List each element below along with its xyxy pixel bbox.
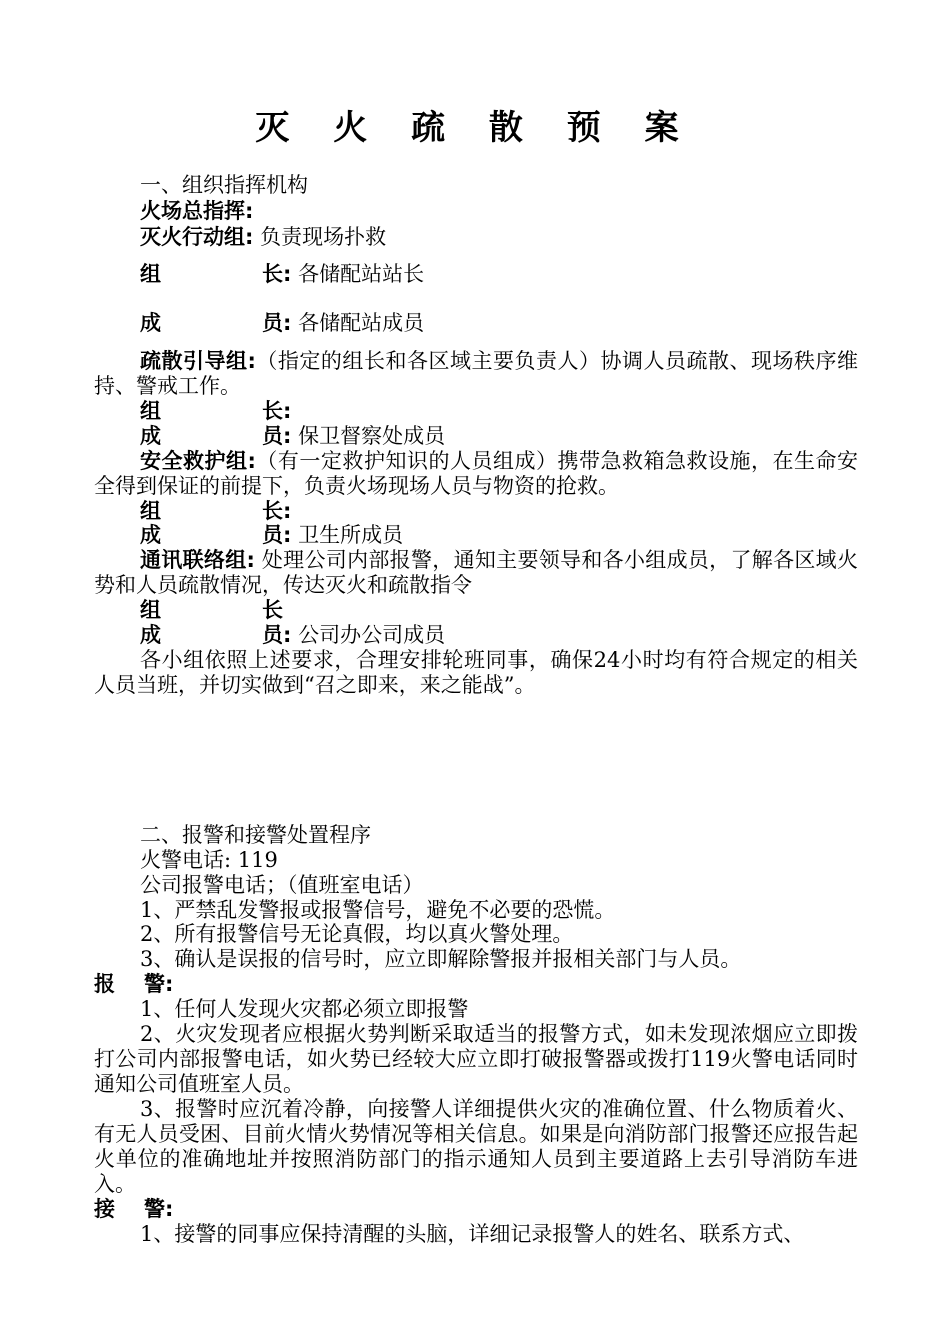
comm-member-line: 成 员: 公司办公司成员 [140, 623, 446, 647]
member-label-3: 成 [140, 523, 161, 547]
document-title: 灭 火 疏 散 预 案 [255, 108, 695, 148]
rescue-leader-line: 组 长: [140, 499, 292, 523]
evac-member-line: 成 员: 保卫督察处成员 [140, 424, 446, 448]
fire-phone: 火警电话: 119 [140, 848, 278, 872]
rescue-label: 安全救护组: [140, 449, 256, 473]
member-value-3: 卫生所成员 [291, 523, 404, 547]
rule-2: 2、所有报警信号无论真假，均以真火警处理。 [140, 922, 574, 946]
receive-heading: 接 警: [94, 1197, 174, 1221]
commander-label: 火场总指挥: [140, 199, 254, 223]
fire-team-member-line: 成 员: 各储配站成员 [140, 311, 425, 335]
rescue-desc: （有一定救护知识的人员组成）携带急救箱急救设施，在生命安全得到保证的前提下，负责火场现场人员与物资的抢救。 [94, 449, 858, 498]
leader-label-2: 组 [140, 399, 161, 423]
comm-label: 通讯联络组: [140, 548, 255, 572]
leader-label-3: 组 [140, 499, 161, 523]
report-step-1: 1、任何人发现火灾都必须立即报警 [140, 997, 469, 1021]
rescue-member-line: 成 员: 卫生所成员 [140, 523, 404, 547]
evac-paragraph [94, 349, 858, 399]
fire-team-line [140, 225, 858, 250]
member-label-1: 成 [140, 311, 161, 335]
rule-1: 1、严禁乱发警报或报警信号，避免不必要的恐慌。 [140, 898, 616, 922]
receive-step-1: 1、接警的同事应保持清醒的头脑，详细记录报警人的姓名、联系方式、 [140, 1222, 805, 1246]
member-value-4: 公司办公司成员 [291, 623, 446, 647]
report-step-3: 3、报警时应沉着冷静，向接警人详细提供火灾的准确位置、什么物质着火、有无人员受困、目前火情火势情况等相关信息。如果是向消防部门报警还应报告起火单位的准确地址并按照消防部门的指示通知人员到主要道路上去引导消防车进入。 [94, 1097, 858, 1196]
member-label-2: 成 [140, 424, 161, 448]
closing-paragraph: 各小组依照上述要求，合理安排轮班同事，确保24小时均有符合规定的相关人员当班，并切实做到“召之即来，来之能战”。 [94, 648, 858, 697]
leader-label-1: 组 [140, 262, 161, 286]
leader-label-4: 组 [140, 598, 161, 622]
rescue-paragraph [94, 449, 858, 499]
report-heading: 报 警: [94, 972, 174, 996]
member-value-1: 各储配站成员 [291, 311, 425, 335]
section1-heading: 一、组织指挥机构 [140, 173, 308, 197]
section2-heading: 二、报警和接警处置程序 [140, 823, 371, 847]
comm-leader-line: 组 长 [140, 598, 283, 622]
evac-desc: （指定的组长和各区域主要负责人）协调人员疏散、现场秩序维持、警戒工作。 [94, 349, 858, 398]
comm-paragraph [94, 548, 858, 598]
fire-team-label: 灭火行动组: [140, 225, 254, 249]
fire-team-desc: 负责现场扑救 [253, 225, 387, 249]
company-phone: 公司报警电话；（值班室电话） [140, 873, 424, 897]
fire-team-leader-line: 组 长: 各储配站站长 [140, 262, 425, 286]
report-step-2: 2、火灾发现者应根据火势判断采取适当的报警方式，如未发现浓烟应立即拨打公司内部报警电话，如火势已经较大应立即打破报警器或拨打119火警电话同时通知公司值班室人员。 [94, 1022, 858, 1096]
member-value-2: 保卫督察处成员 [291, 424, 446, 448]
comm-desc: 处理公司内部报警，通知主要领导和各小组成员，了解各区域火势和人员疏散情况，传达灭火和疏散指令 [94, 548, 858, 597]
evac-label: 疏散引导组: [140, 349, 256, 373]
rule-3: 3、确认是误报的信号时，应立即解除警报并报相关部门与人员。 [140, 947, 742, 971]
leader-value-1: 各储配站站长 [291, 262, 425, 286]
evac-leader-line: 组 长: [140, 399, 292, 423]
member-label-4: 成 [140, 623, 161, 647]
